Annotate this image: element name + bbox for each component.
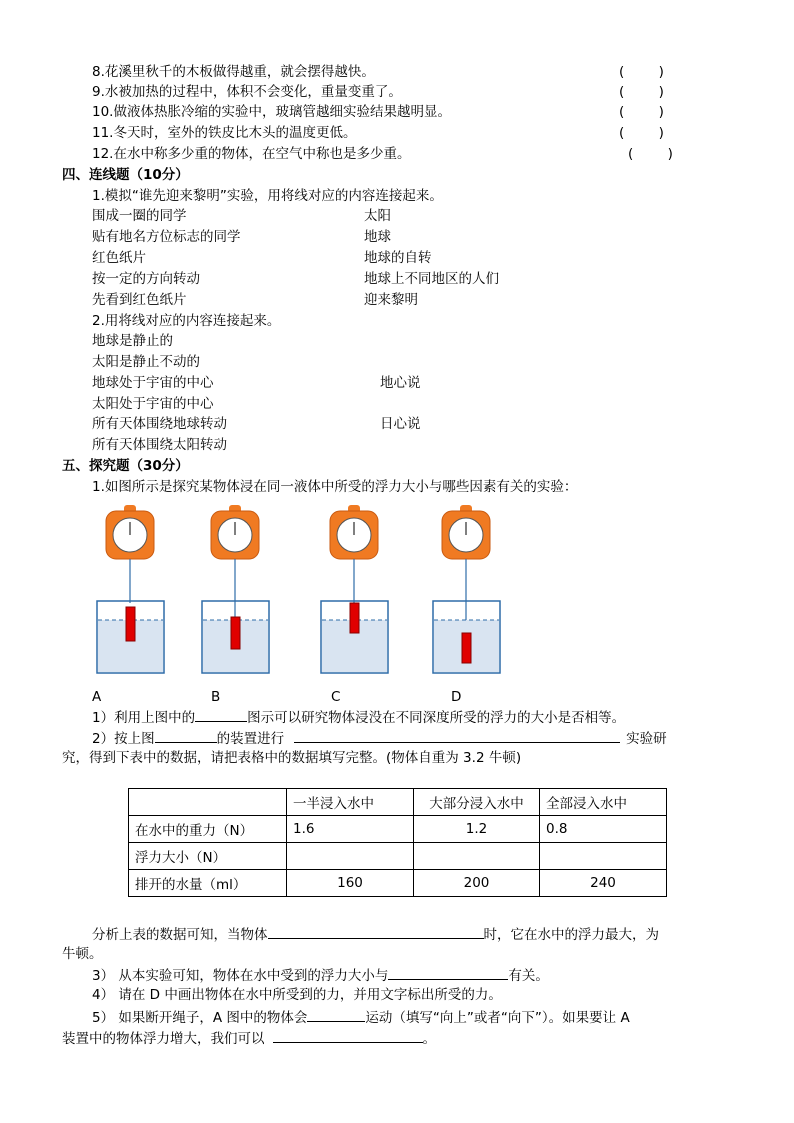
match1-right-4[interactable]: 地球上不同地区的人们 [364, 271, 499, 287]
answer-cell-buoyancy-full[interactable] [540, 843, 667, 870]
sub-question-2-line2: 究，得到下表中的数据，请把表格中的数据填写完整。(物体自重为 3.2 牛顿) [62, 750, 522, 766]
sub3-post: 有关。 [508, 968, 549, 984]
table-cell: 240 [540, 870, 667, 897]
object-a [126, 607, 135, 641]
match1-left-1[interactable]: 围成一圈的同学 [92, 208, 187, 224]
explore-q1-prompt: 1.如图所示是探究某物体浸在同一液体中所受的浮力大小与哪些因素有关的实验： [92, 479, 578, 495]
table-header-cell: 一半浸入水中 [287, 789, 414, 816]
figure-label-a: A [92, 689, 102, 705]
analysis-end: 牛顿。 [62, 946, 103, 962]
answer-paren-8[interactable]: ( ) [619, 64, 664, 80]
analysis-mid: 时，它在水中的浮力最大，为 [483, 927, 659, 943]
answer-blank-sub1[interactable] [195, 707, 247, 722]
match1-left-4[interactable]: 按一定的方向转动 [92, 271, 200, 287]
object-c [350, 603, 359, 633]
match2-left-5[interactable]: 所有天体围绕地球转动 [92, 416, 227, 432]
table-header-row [129, 789, 667, 816]
analysis-line [92, 924, 659, 944]
judge-item-8: 8.花溪里秋千的木板做得越重，就会摆得越快。 [92, 64, 375, 80]
judge-item-9: 9.水被加热的过程中，体积不会变化，重量变重了。 [92, 84, 402, 100]
answer-cell-buoyancy-most[interactable] [414, 843, 540, 870]
answer-paren-11[interactable]: ( ) [619, 125, 664, 141]
matching-q1-prompt: 1.模拟“谁先迎来黎明”实验，用将线对应的内容连接起来。 [92, 188, 443, 204]
table-cell: 200 [414, 870, 540, 897]
sub-question-5-line2 [62, 1028, 436, 1048]
table-cell: 排开的水量（ml） [129, 870, 287, 897]
sub5-post: 运动（填写“向上”或者“向下”）。如果要让 A [365, 1010, 630, 1026]
matching-q2-prompt: 2.用将线对应的内容连接起来。 [92, 313, 281, 329]
judge-item-10: 10.做液体热胀冷缩的实验中，玻璃管越细实验结果越明显。 [92, 104, 451, 120]
answer-blank-sub5-direction[interactable] [307, 1007, 365, 1022]
object-d [462, 633, 471, 663]
table-cell: 0.8 [540, 816, 667, 843]
answer-blank-sub2-experiment[interactable] [294, 728, 620, 743]
match2-right-2[interactable]: 日心说 [380, 416, 421, 432]
match2-left-4[interactable]: 太阳处于宇宙的中心 [92, 396, 214, 412]
sub1-pre: 1）利用上图中的 [92, 710, 196, 726]
match1-right-5[interactable]: 迎来黎明 [364, 292, 418, 308]
answer-blank-analysis-condition[interactable] [268, 924, 484, 939]
answer-paren-12[interactable]: ( ) [628, 146, 673, 162]
table-cell: 在水中的重力（N） [129, 816, 287, 843]
table-cell: 1.2 [414, 816, 540, 843]
match2-right-1[interactable]: 地心说 [380, 375, 421, 391]
sub-question-5 [92, 1007, 630, 1027]
sub-question-4: 4） 请在 D 中画出物体在水中所受到的力，并用文字标出所受的力。 [92, 987, 502, 1003]
table-cell: 1.6 [287, 816, 414, 843]
match1-right-1[interactable]: 太阳 [364, 208, 391, 224]
answer-paren-10[interactable]: ( ) [619, 104, 664, 120]
answer-blank-sub3[interactable] [388, 965, 508, 980]
apparatus-d [433, 505, 500, 673]
sub-question-1 [92, 707, 625, 727]
sub5-line2-post: 。 [422, 1031, 436, 1047]
figure-label-d: D [451, 689, 462, 705]
sub1-post: 图示可以研究物体浸没在不同深度所受的浮力的大小是否相等。 [247, 710, 626, 726]
match1-right-3[interactable]: 地球的自转 [364, 250, 432, 266]
match2-left-2[interactable]: 太阳是静止不动的 [92, 354, 200, 370]
sub5-line2-pre: 装置中的物体浮力增大，我们可以 [62, 1031, 265, 1047]
figure-label-c: C [331, 689, 341, 705]
sub-question-3 [92, 965, 549, 985]
match1-left-5[interactable]: 先看到红色纸片 [92, 292, 187, 308]
apparatus-c [321, 505, 388, 673]
match2-left-6[interactable]: 所有天体围绕太阳转动 [92, 437, 227, 453]
apparatus-b [202, 505, 269, 673]
match2-left-3[interactable]: 地球处于宇宙的中心 [92, 375, 214, 391]
answer-cell-buoyancy-half[interactable] [287, 843, 414, 870]
match2-left-1[interactable]: 地球是静止的 [92, 333, 173, 349]
answer-paren-9[interactable]: ( ) [619, 84, 664, 100]
judge-item-12: 12.在水中称多少重的物体，在空气中称也是多少重。 [92, 146, 411, 162]
sub3-pre: 3） 从本实验可知，物体在水中受到的浮力大小与 [92, 968, 389, 984]
table-row [129, 843, 667, 870]
sub-question-2 [92, 728, 667, 748]
sub2-a: 2）按上图 [92, 731, 155, 747]
object-b [231, 617, 240, 649]
apparatus-a [97, 505, 164, 673]
sub2-c: 实验研 [626, 731, 667, 747]
answer-blank-sub5-method[interactable] [273, 1028, 423, 1043]
match1-right-2[interactable]: 地球 [364, 229, 391, 245]
analysis-pre: 分析上表的数据可知，当物体 [92, 927, 268, 943]
match1-left-3[interactable]: 红色纸片 [92, 250, 146, 266]
sub2-b: 的装置进行 [216, 731, 285, 747]
match1-left-2[interactable]: 贴有地名方位标志的同学 [92, 229, 241, 245]
table-header-cell [129, 789, 287, 816]
table-header-cell: 大部分浸入水中 [414, 789, 540, 816]
sub5-pre: 5） 如果断开绳子，A 图中的物体会 [92, 1010, 308, 1026]
table-cell: 160 [287, 870, 414, 897]
judge-item-11: 11.冬天时，室外的铁皮比木头的温度更低。 [92, 125, 357, 141]
buoyancy-experiment-figure [80, 505, 540, 705]
section-heading-matching: 四、连线题（10分） [62, 167, 189, 183]
section-heading-explore: 五、探究题（30分） [62, 458, 189, 474]
figure-label-b: B [211, 689, 221, 705]
table-row [129, 870, 667, 897]
answer-blank-sub2-figure[interactable] [155, 728, 217, 743]
table-cell: 浮力大小（N） [129, 843, 287, 870]
buoyancy-data-table [128, 788, 667, 897]
table-header-cell: 全部浸入水中 [540, 789, 667, 816]
table-row [129, 816, 667, 843]
